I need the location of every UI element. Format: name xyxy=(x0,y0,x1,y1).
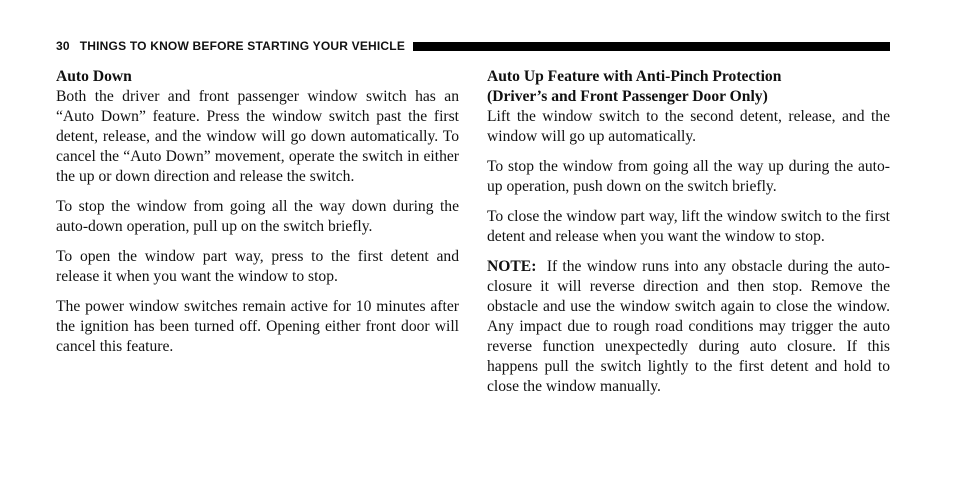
auto-down-paragraph-4: The power window switches remain active for 10 minutes after the ignition has been turned off. Opening either front door will cancel this feature. xyxy=(56,298,459,355)
note-label: NOTE: xyxy=(487,258,537,275)
auto-up-paragraph-1: Lift the window switch to the second detent, release, and the window will go up automatically. xyxy=(487,108,890,145)
header-rule xyxy=(413,42,890,51)
right-column xyxy=(487,67,890,407)
note-text: If the window runs into any obstacle during the auto-closure it will reverse direction and then stop. Remove the obstacle and use the window switch again to close the window. Any impact due to rough road conditions may trigger the auto reverse function unexpectedly during auto closure. If this happens pull the switch lightly to the first detent and hold to close the window manually. xyxy=(487,258,890,395)
auto-up-heading xyxy=(487,67,890,107)
auto-down-paragraph-1: Both the driver and front passenger window switch has an “Auto Down” feature. Press the window switch past the first detent, release, and the window will go down automatically. To cancel the “Auto Down” movement, operate the switch in either the up or down direction and release the switch. xyxy=(56,88,459,185)
auto-up-paragraph-3: To close the window part way, lift the window switch to the first detent and release when you want the window to stop. xyxy=(487,208,890,245)
auto-down-heading: Auto Down xyxy=(56,68,132,85)
left-column xyxy=(56,67,459,367)
auto-down-paragraph-2: To stop the window from going all the way down during the auto-down operation, pull up on the switch briefly. xyxy=(56,198,459,235)
note-paragraph xyxy=(487,257,890,397)
auto-down-paragraph-3: To open the window part way, press to the first detent and release it when you want the window to stop. xyxy=(56,248,459,285)
auto-up-heading-line-1: Auto Up Feature with Anti-Pinch Protection xyxy=(487,68,782,85)
page-header xyxy=(56,37,890,55)
auto-up-heading-line-2: (Driver’s and Front Passenger Door Only) xyxy=(487,88,768,105)
auto-up-paragraph-2: To stop the window from going all the way up during the auto-up operation, push down on the switch briefly. xyxy=(487,158,890,195)
page-number: 30 xyxy=(56,39,70,53)
section-title: THINGS TO KNOW BEFORE STARTING YOUR VEHICLE xyxy=(79,39,406,53)
